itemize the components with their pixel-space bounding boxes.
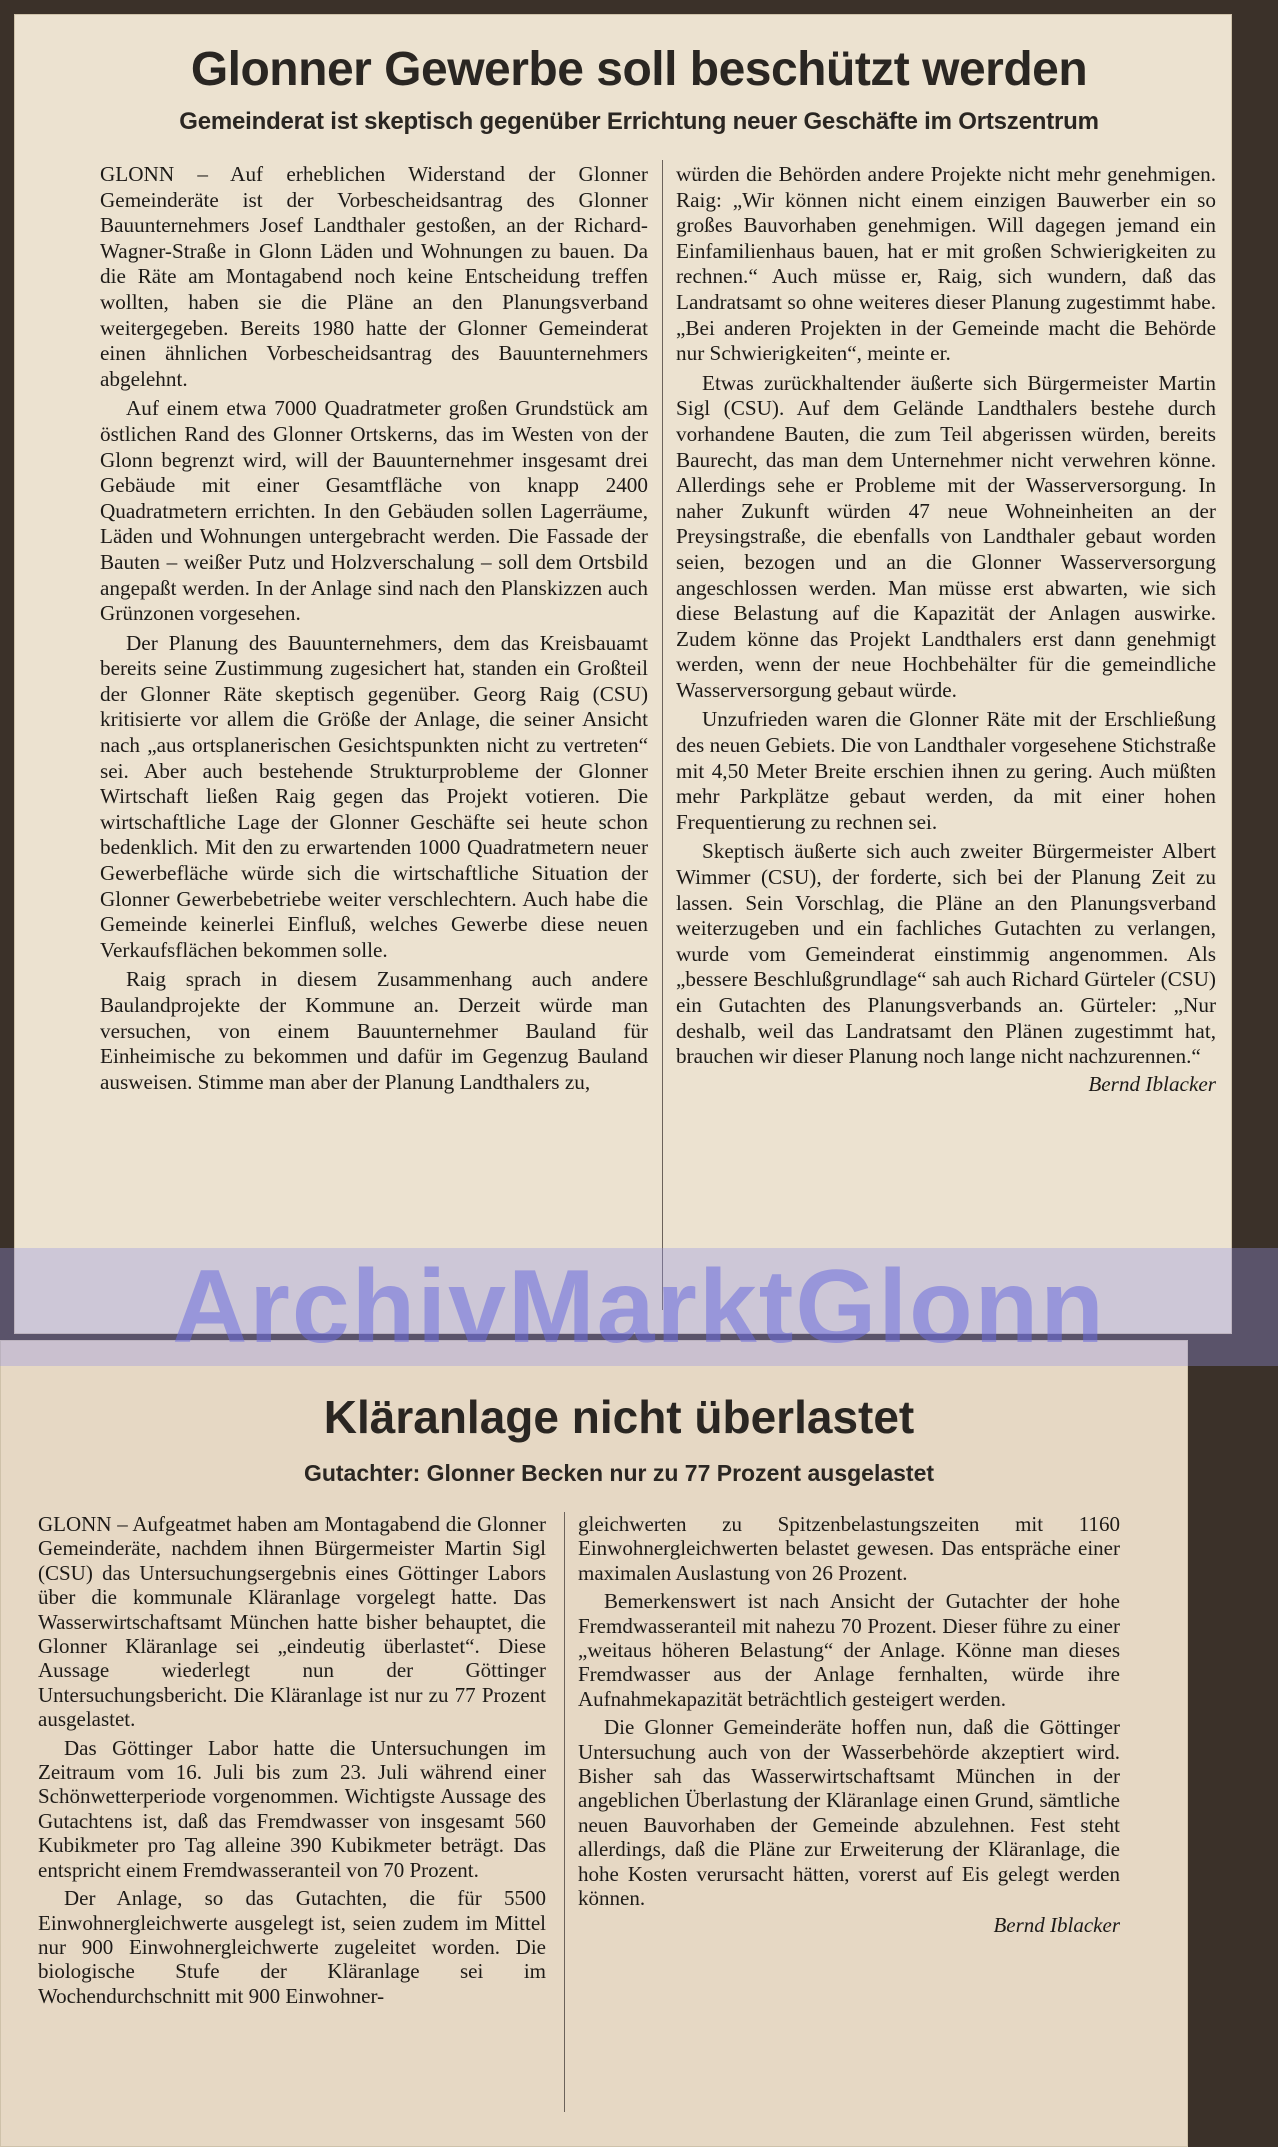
article2-paragraph: GLONN – Aufgeatmet haben am Montagabend die Glonner Gemeinderäte, nachdem ihnen Bürgermeister Martin Sigl (CSU) das Untersuchungsergebnis eines Göttinger Labors über die kommunale Kläranlage vorgelegt hatte. Das Wasserwirtschaftsamt München hatte bisher behauptet, die Glonner Kläranlage sei „eindeutig überlastet“. Diese Aussage wiederlegt nun der Göttinger Untersuchungsbericht. Die Kläranlage ist nur zu 77 Prozent ausgelastet. — [38, 1512, 546, 1732]
column-divider — [564, 1512, 565, 2112]
article2-column-2 — [578, 1512, 1120, 2132]
article2-paragraph: Das Göttinger Labor hatte die Untersuchungen im Zeitraum vom 16. Juli bis zum 23. Juli während einer Schönwetterperiode vorgenommen. Wichtigste Aussage des Gutachtens ist, daß das Fremdwasser von insgesamt 560 Kubikmeter pro Tag alleine 390 Kubikmeter beträgt. Das entspricht einem Fremdwasseranteil von 70 Prozent. — [38, 1735, 546, 1882]
article1-subheadline: Gemeinderat ist skeptisch gegenüber Errichtung neuer Geschäfte im Ortszentrum — [179, 108, 1099, 135]
article1-column-1 — [100, 162, 648, 1312]
article1-paragraph: GLONN – Auf erheblichen Widerstand der Glonner Gemeinderäte ist der Vorbescheidsantrag des Glonner Bauunternehmers Josef Landthaler gestoßen, an der Richard-Wagner-Straße in Glonn Läden und Wohnungen zu bauen. Da die Räte am Montagabend noch keine Entscheidung treffen wollten, haben sie die Pläne an den Planungsverband weitergegeben. Bereits 1980 hatte der Glonner Gemeinderat einen ähnlichen Vorbescheidsantrag des Bauunternehmers abgelehnt. — [100, 162, 648, 391]
column-divider — [662, 160, 663, 1310]
article1-paragraph: Der Planung des Bauunternehmers, dem das Kreisbauamt bereits seine Zustimmung zugesichert hat, standen ein Großteil der Glonner Räte skeptisch gegenüber. Georg Raig (CSU) kritisierte vor allem die Größe der Anlage, die seiner Ansicht nach „aus ortsplanerischen Gesichtspunkten nicht zu vertreten“ sei. Aber auch bestehende Strukturprobleme der Glonner Wirtschaft ließen Raig gegen das Projekt votieren. Die wirtschaftliche Lage der Glonner Geschäfte sei heute schon bedenklich. Mit den zu erwartenden 1000 Quadratmetern neuer Gewerbefläche würde sich die wirtschaftliche Situation der Glonner Gewerbebetriebe weiter verschlechtern. Auch habe die Gemeinde keinerlei Einfluß, welches Gewerbe diese neuen Verkaufsflächen bekommen solle. — [100, 630, 648, 962]
watermark-band — [0, 1248, 1278, 1366]
article1-paragraph: Raig sprach in diesem Zusammenhang auch andere Baulandprojekte der Kommune an. Derzeit würde man versuchen, von einem Bauunternehmer Bauland für Einheimische zu bekommen und dafür im Gegenzug Bauland ausweisen. Stimme man aber der Planung Landthalers zu, — [100, 967, 648, 1094]
article2-paragraph: Bemerkenswert ist nach Ansicht der Gutachter der hohe Fremdwasseranteil mit nahezu 70 Prozent. Dieser führe zu einer „weitaus höheren Belastung“ der Anlage. Könne man dieses Fremdwasser aus der Anlage fernhalten, würde ihre Aufnahmekapazität beträchtlich gesteigert werden. — [578, 1589, 1120, 1711]
article1-paragraph: Skeptisch äußerte sich auch zweiter Bürgermeister Albert Wimmer (CSU), der forderte, sich bei der Planung Zeit zu lassen. Sein Vorschlag, die Pläne an den Planungsverband weiterzugeben und ein fachliches Gutachten zu verlangen, wurde vom Gemeinderat einstimmig angenommen. Als „bessere Beschlußgrundlage“ sah auch Richard Gürteler (CSU) ein Gutachten des Planungsverbands an. Gürteler: „Nur deshalb, weil das Landratsamt den Plänen zugestimmt hat, brauchen wir dieser Planung noch lange nicht nachzurennen.“ — [676, 839, 1216, 1069]
article1-paragraph: würden die Behörden andere Projekte nicht mehr genehmigen. Raig: „Wir können nicht einem einzigen Bauwerber ein so großes Bauvorhaben genehmigen. Will dagegen jemand ein Einfamilienhaus bauen, hat er mit großen Schwierigkeiten zu rechnen.“ Auch müsse er, Raig, sich wundern, daß das Landratsamt so ohne weiteres dieser Planung zugestimmt habe. „Bei anderen Projekten in der Gemeinde macht die Behörde nur Schwierigkeiten“, meinte er. — [676, 162, 1216, 366]
article1-paragraph: Etwas zurückhaltender äußerte sich Bürgermeister Martin Sigl (CSU). Auf dem Gelände Landthalers bestehe durch vorhandene Bauten, die zum Teil abgerissen würden, bereits Baurecht, das man dem Unternehmer nicht verwehren könne. Allerdings sehe er Probleme mit der Wasserversorgung. In naher Zukunft würden 47 neue Wohneinheiten an der Preysingstraße, die ebenfalls von Landthaler gebaut worden seien, bezogen und an die Glonner Wasserversorgung angeschlossen werden. Man müsse erst abwarten, wie sich diese Belastung auf die Kapazität der Anlagen auswirke. Zudem könne das Projekt Landthalers erst dann genehmigt werden, wenn der neue Hochbehälter für die gemeindliche Wasserversorgung gebaut würde. — [676, 370, 1216, 702]
article2-paragraph: gleichwerten zu Spitzenbelastungszeiten mit 1160 Einwohnergleichwerten belastet gewesen. Das entspräche einer maximalen Auslastung von 26 Prozent. — [578, 1512, 1120, 1585]
article1-author: Bernd Iblacker — [1088, 1071, 1216, 1096]
article2-paragraph: Die Glonner Gemeinderäte hoffen nun, daß die Göttinger Untersuchung auch von der Wasserbehörde akzeptiert wird. Bisher sah das Wasserwirtschaftsamt München in der angeblichen Überlastung der Kläranlage einen Grund, sämtliche neuen Bauvorhaben der Gemeinde abzulehnen. Fest steht allerdings, daß die Pläne zur Erweiterung der Kläranlage, die hohe Kosten verursacht hätten, vorerst auf Eis gelegt werden können. — [578, 1715, 1120, 1911]
article2-author: Bernd Iblacker — [993, 1912, 1120, 1937]
article1-paragraph: Auf einem etwa 7000 Quadratmeter großen Grundstück am östlichen Rand des Glonner Ortskerns, das im Westen von der Glonn begrenzt wird, will der Bauunternehmer insgesamt drei Gebäude mit einer Gesamtfläche von knapp 2400 Quadratmetern errichten. In den Gebäuden sollen Lagerräume, Läden und Wohnungen untergebracht werden. Die Fassade der Bauten – weißer Putz und Holzverschalung – soll dem Ortsbild angepaßt werden. In der Anlage sind nach den Planskizzen auch Grünzonen vorgesehen. — [100, 396, 648, 626]
article2-column-1 — [38, 1512, 546, 2132]
article2-paragraph: Der Anlage, so das Gutachten, die für 5500 Einwohnergleichwerte ausgelegt ist, seien zudem im Mittel nur 900 Einwohnergleichwerte zugeleitet worden. Die biologische Stufe der Kläranlage sei im Wochendurchschnitt mit 900 Einwohner- — [38, 1886, 546, 2008]
article1-paragraph: Unzufrieden waren die Glonner Räte mit der Erschließung des neuen Gebiets. Die von Landthaler vorgesehene Stichstraße mit 4,50 Meter Breite erschien ihnen zu gering. Auch müßten mehr Parkplätze gebaut werden, da mit einer hohen Frequentierung zu rechnen sei. — [676, 707, 1216, 834]
article2-subheadline: Gutachter: Glonner Becken nur zu 77 Prozent ausgelastet — [303, 1460, 935, 1486]
article1-column-2 — [676, 162, 1216, 1312]
article1-headline: Glonner Gewerbe soll beschützt werden — [190, 43, 1088, 96]
article2-headline: Kläranlage nicht überlastet — [323, 1391, 915, 1443]
watermark-text: ArchivMarktGlonn — [172, 1249, 1106, 1365]
